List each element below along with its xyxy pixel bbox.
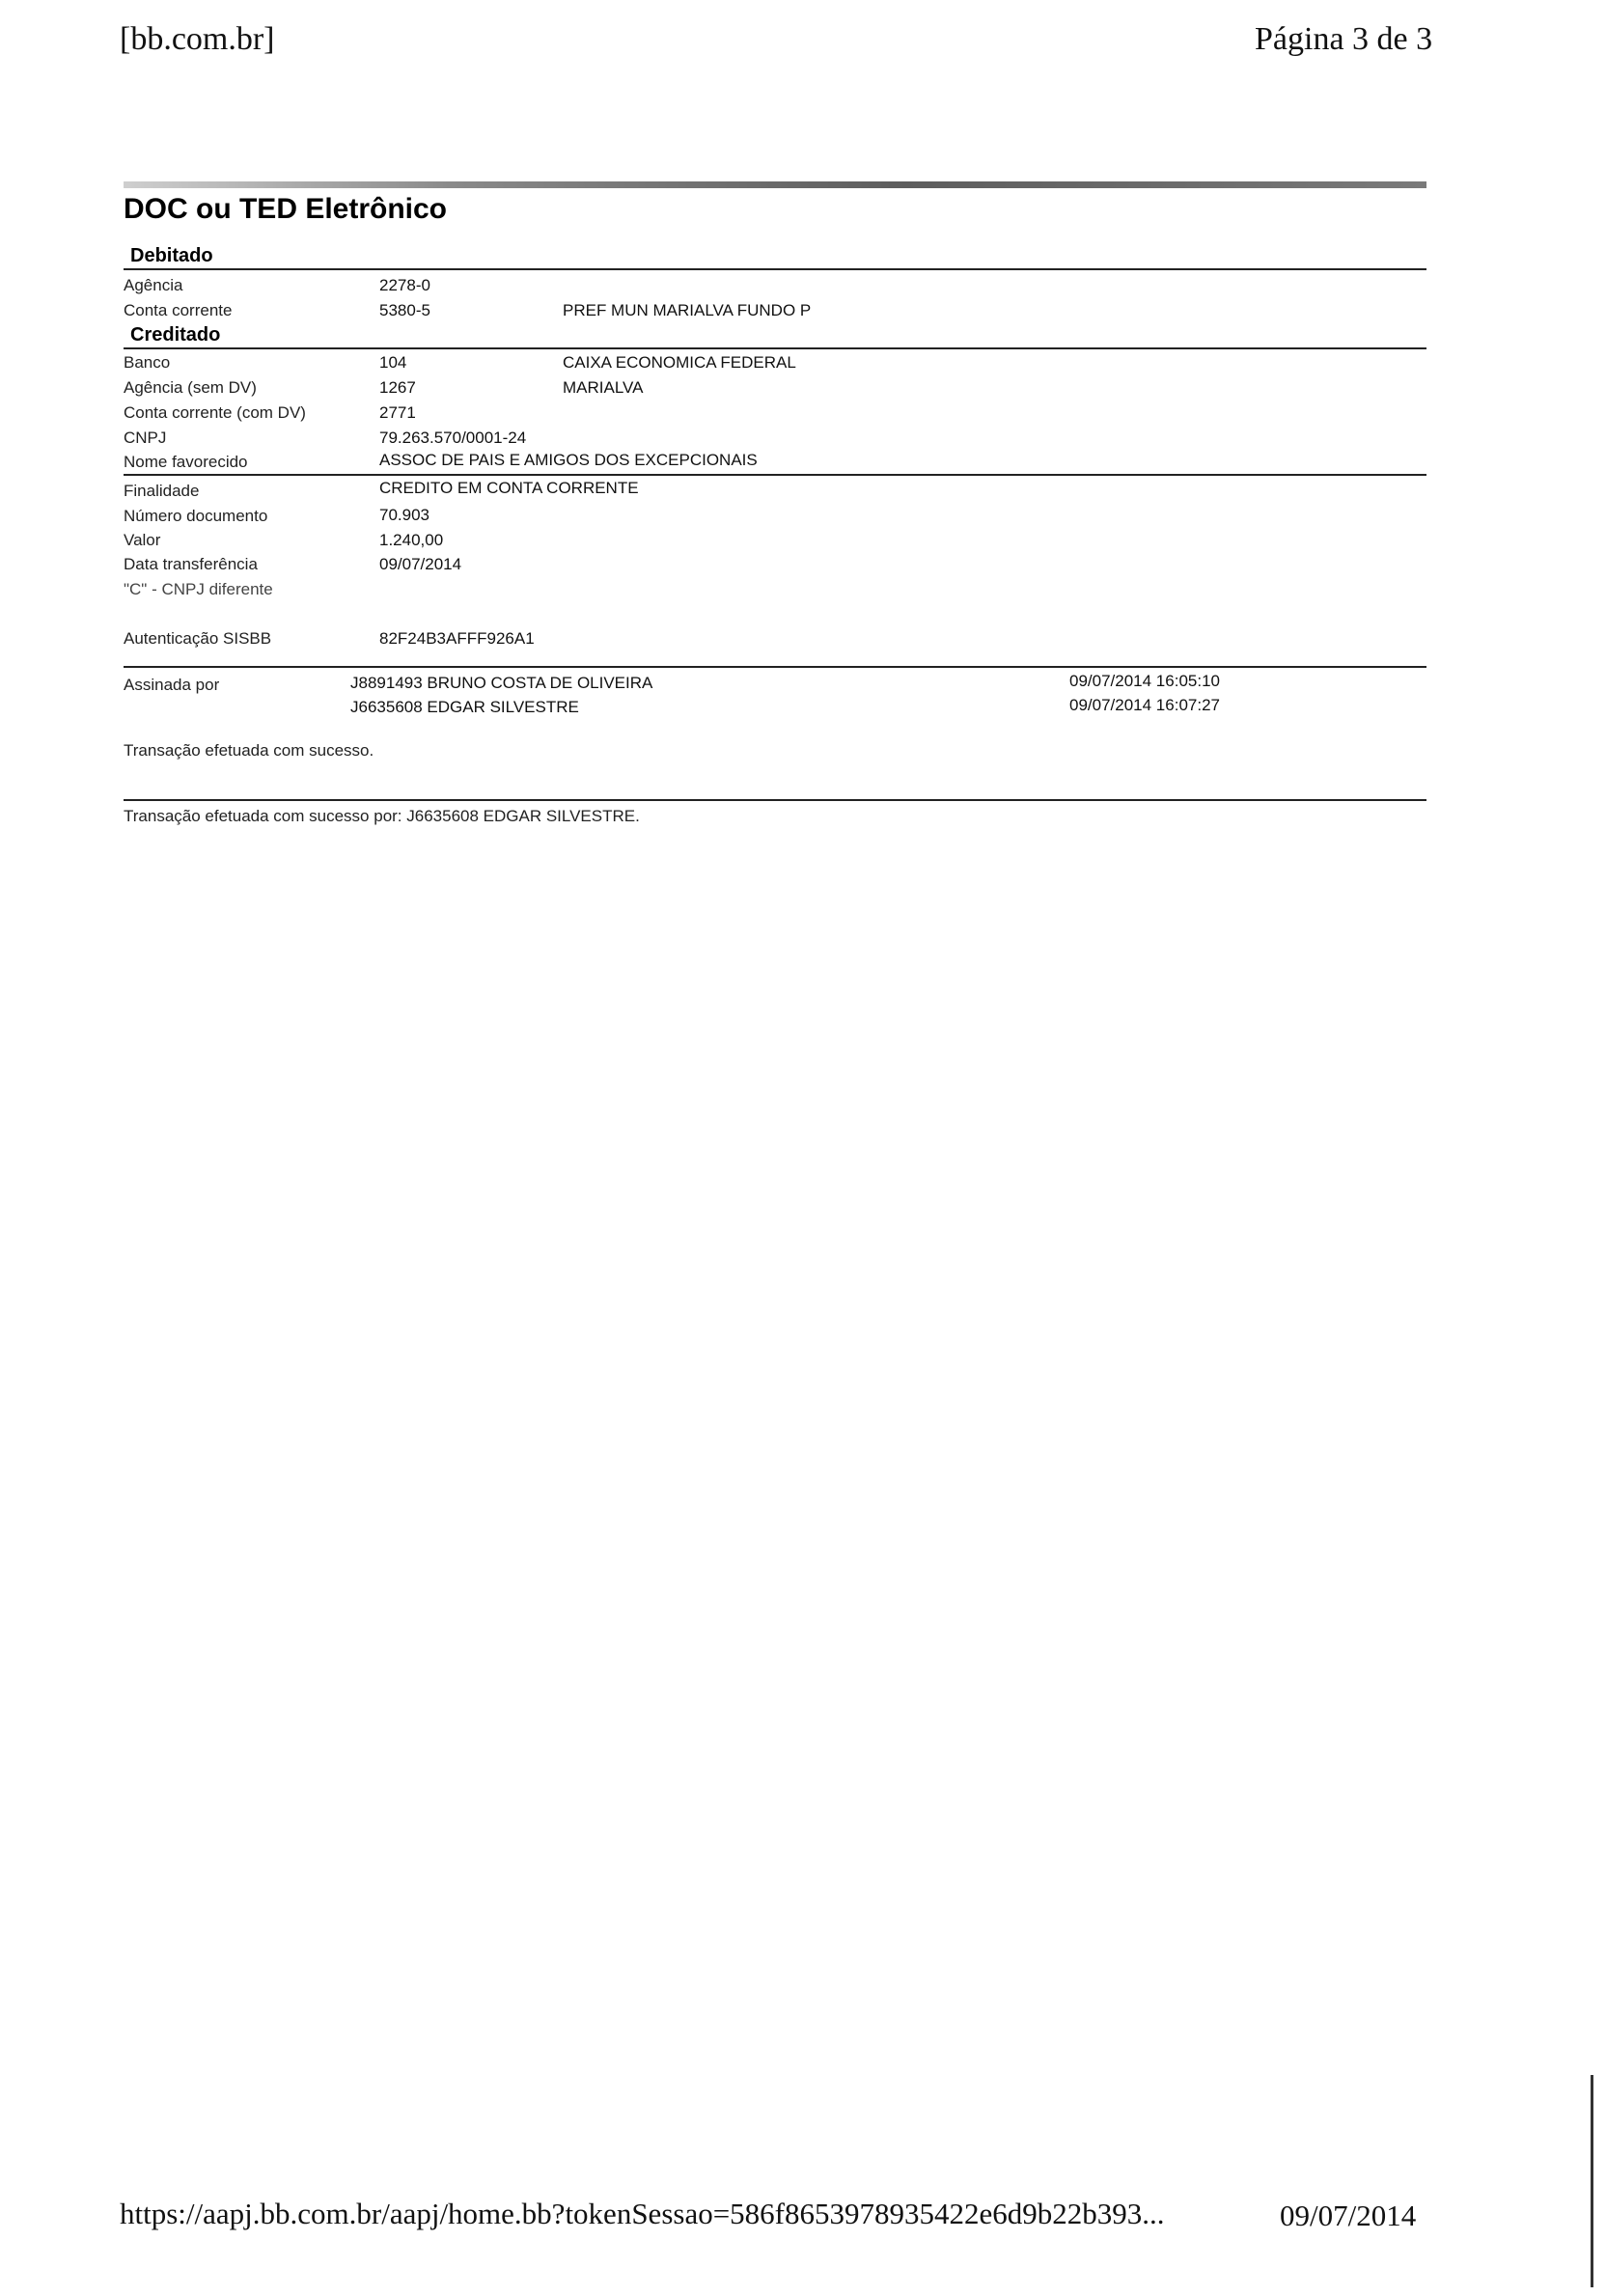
signer-name: J8891493 BRUNO COSTA DE OLIVEIRA [350, 674, 653, 692]
debitado-conta-value: 5380-5 [379, 301, 430, 319]
autenticacao-value: 82F24B3AFFF926A1 [379, 629, 535, 648]
print-header-page-number: Página 3 de 3 [1255, 21, 1433, 57]
creditado-conta-label: Conta corrente (com DV) [124, 403, 306, 422]
creditado-banco-value: 104 [379, 353, 407, 372]
debitado-agencia-label: Agência [124, 276, 183, 294]
status-footer-rule [124, 799, 1426, 801]
title-top-rule [124, 181, 1426, 188]
creditado-conta-value: 2771 [379, 403, 416, 422]
debitado-agencia-value: 2278-0 [379, 276, 430, 294]
creditado-banco-label: Banco [124, 353, 171, 372]
creditado-agencia-name: MARIALVA [563, 378, 644, 397]
print-footer-url: https://aapj.bb.com.br/aapj/home.bb?tokenSessao=586f8653978935422e6d9b22b393... [120, 2197, 1165, 2230]
creditado-agencia-value: 1267 [379, 378, 416, 397]
debitado-conta-name: PREF MUN MARIALVA FUNDO P [563, 301, 812, 319]
valor-value: 1.240,00 [379, 531, 444, 549]
creditado-banco-name: CAIXA ECONOMICA FEDERAL [563, 353, 796, 372]
scan-edge-line [1591, 2075, 1593, 2287]
autenticacao-label: Autenticação SISBB [124, 629, 272, 648]
creditado-cnpj-value: 79.263.570/0001-24 [379, 429, 527, 447]
signer-datetime: 09/07/2014 16:05:10 [1069, 672, 1220, 690]
data-transferencia-label: Data transferência [124, 555, 258, 573]
assinada-label: Assinada por [124, 676, 220, 694]
signer-name: J6635608 EDGAR SILVESTRE [350, 698, 579, 716]
section-heading-creditado: Creditado [130, 324, 221, 346]
valor-label: Valor [124, 531, 161, 549]
status-message: Transação efetuada com sucesso. [124, 741, 374, 760]
details-rule [124, 474, 1426, 476]
finalidade-label: Finalidade [124, 482, 200, 500]
signer-datetime: 09/07/2014 16:07:27 [1069, 696, 1220, 714]
print-header-site: [bb.com.br] [120, 21, 275, 57]
creditado-cnpj-label: CNPJ [124, 429, 167, 447]
status-footer-message: Transação efetuada com sucesso por: J6635608 EDGAR SILVESTRE. [124, 807, 640, 825]
cnpj-diferente-note: "C" - CNPJ diferente [124, 580, 273, 598]
print-footer-date: 09/07/2014 [1280, 2199, 1417, 2232]
numero-documento-label: Número documento [124, 507, 268, 525]
data-transferencia-value: 09/07/2014 [379, 555, 462, 573]
creditado-favorecido-label: Nome favorecido [124, 453, 248, 471]
debitado-rule [124, 268, 1426, 270]
creditado-agencia-label: Agência (sem DV) [124, 378, 257, 397]
assinada-rule [124, 666, 1426, 668]
numero-documento-value: 70.903 [379, 506, 429, 524]
debitado-conta-label: Conta corrente [124, 301, 233, 319]
creditado-rule [124, 347, 1426, 349]
section-heading-debitado: Debitado [130, 245, 213, 266]
finalidade-value: CREDITO EM CONTA CORRENTE [379, 479, 639, 497]
creditado-favorecido-value: ASSOC DE PAIS E AMIGOS DOS EXCEPCIONAIS [379, 451, 758, 469]
page-title: DOC ou TED Eletrônico [124, 193, 448, 225]
